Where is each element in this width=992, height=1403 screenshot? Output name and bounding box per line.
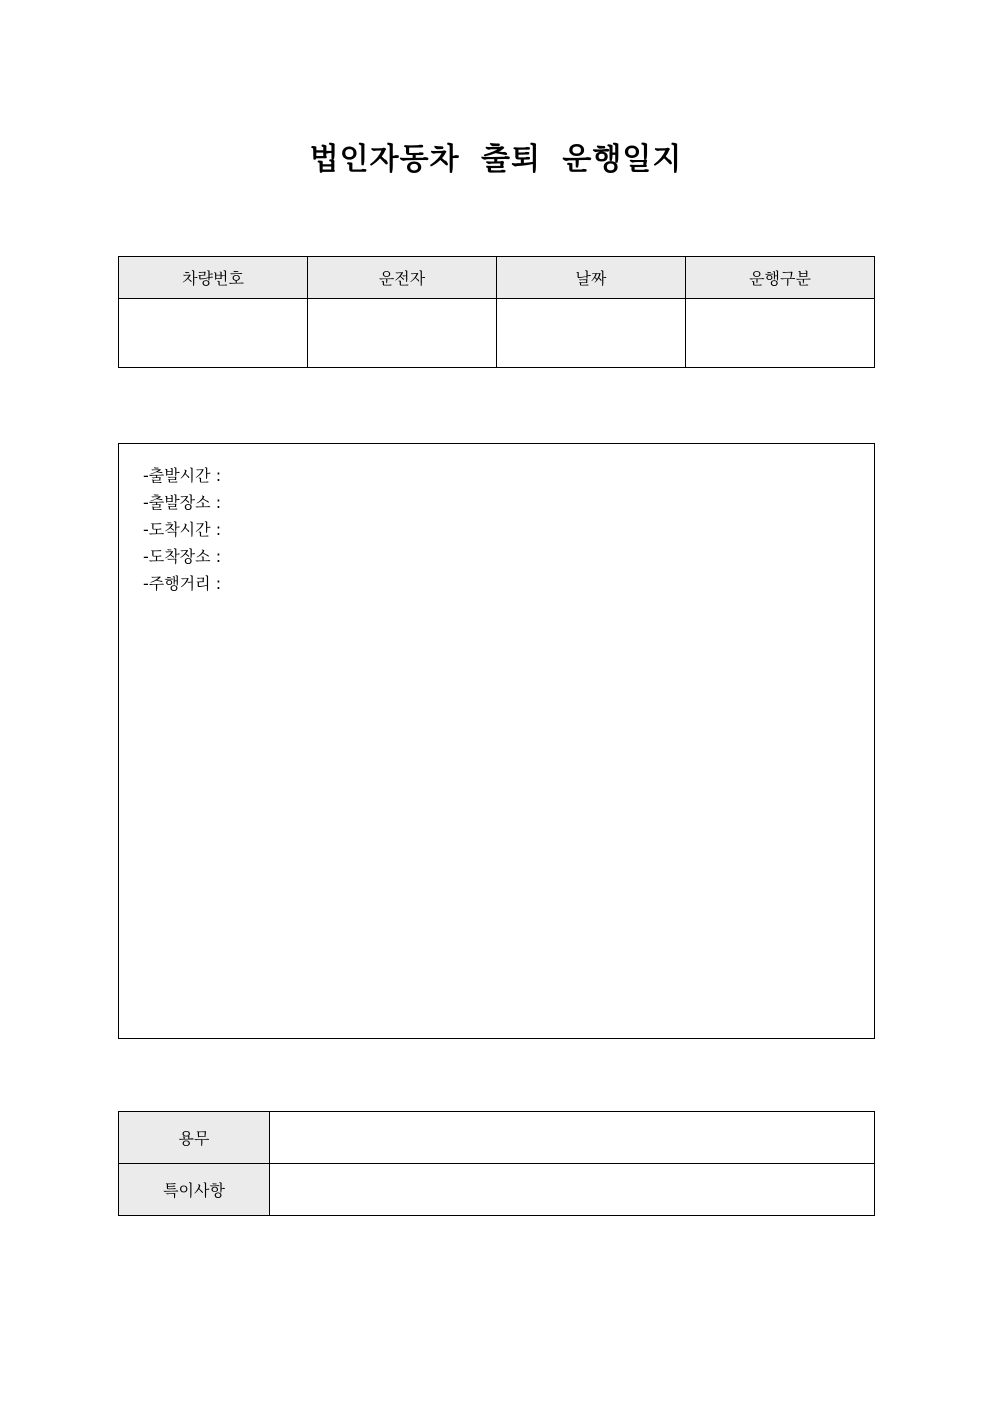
trip-details-box[interactable] bbox=[118, 443, 875, 1039]
trip-field-departure-time bbox=[143, 462, 221, 489]
trip-field-separator: : bbox=[215, 547, 222, 566]
vehicle-number-cell[interactable] bbox=[119, 299, 308, 368]
trip-field-separator: : bbox=[215, 493, 222, 512]
trip-field-label: -출발시간 bbox=[143, 466, 211, 485]
purpose-row bbox=[119, 1112, 875, 1164]
purpose-value-cell[interactable] bbox=[270, 1112, 875, 1164]
trip-field-label: -출발장소 bbox=[143, 493, 211, 512]
trip-field-separator: : bbox=[215, 466, 222, 485]
trip-field-label: -주행거리 bbox=[143, 574, 211, 593]
header-driver: 운전자 bbox=[308, 257, 497, 299]
trip-field-separator: : bbox=[215, 574, 222, 593]
notes-label: 특이사항 bbox=[119, 1164, 270, 1216]
header-date: 날짜 bbox=[497, 257, 686, 299]
trip-field-departure-place bbox=[143, 489, 221, 516]
driver-cell[interactable] bbox=[308, 299, 497, 368]
trip-field-label: -도착시간 bbox=[143, 520, 211, 539]
trip-field-arrival-time bbox=[143, 516, 221, 543]
trip-details-list bbox=[143, 462, 221, 597]
trip-field-label: -도착장소 bbox=[143, 547, 211, 566]
header-vehicle-number: 차량번호 bbox=[119, 257, 308, 299]
notes-value-cell[interactable] bbox=[270, 1164, 875, 1216]
trip-field-separator: : bbox=[215, 520, 222, 539]
trip-field-arrival-place bbox=[143, 543, 221, 570]
vehicle-info-table bbox=[118, 256, 875, 368]
header-trip-type: 운행구분 bbox=[686, 257, 875, 299]
vehicle-info-header-row bbox=[119, 257, 875, 299]
vehicle-info-value-row bbox=[119, 299, 875, 368]
trip-type-cell[interactable] bbox=[686, 299, 875, 368]
notes-row bbox=[119, 1164, 875, 1216]
purpose-notes-table bbox=[118, 1111, 875, 1216]
document-title: 법인자동차 출퇴 운행일지 bbox=[309, 142, 683, 177]
date-cell[interactable] bbox=[497, 299, 686, 368]
purpose-label: 용무 bbox=[119, 1112, 270, 1164]
trip-field-distance bbox=[143, 570, 221, 597]
